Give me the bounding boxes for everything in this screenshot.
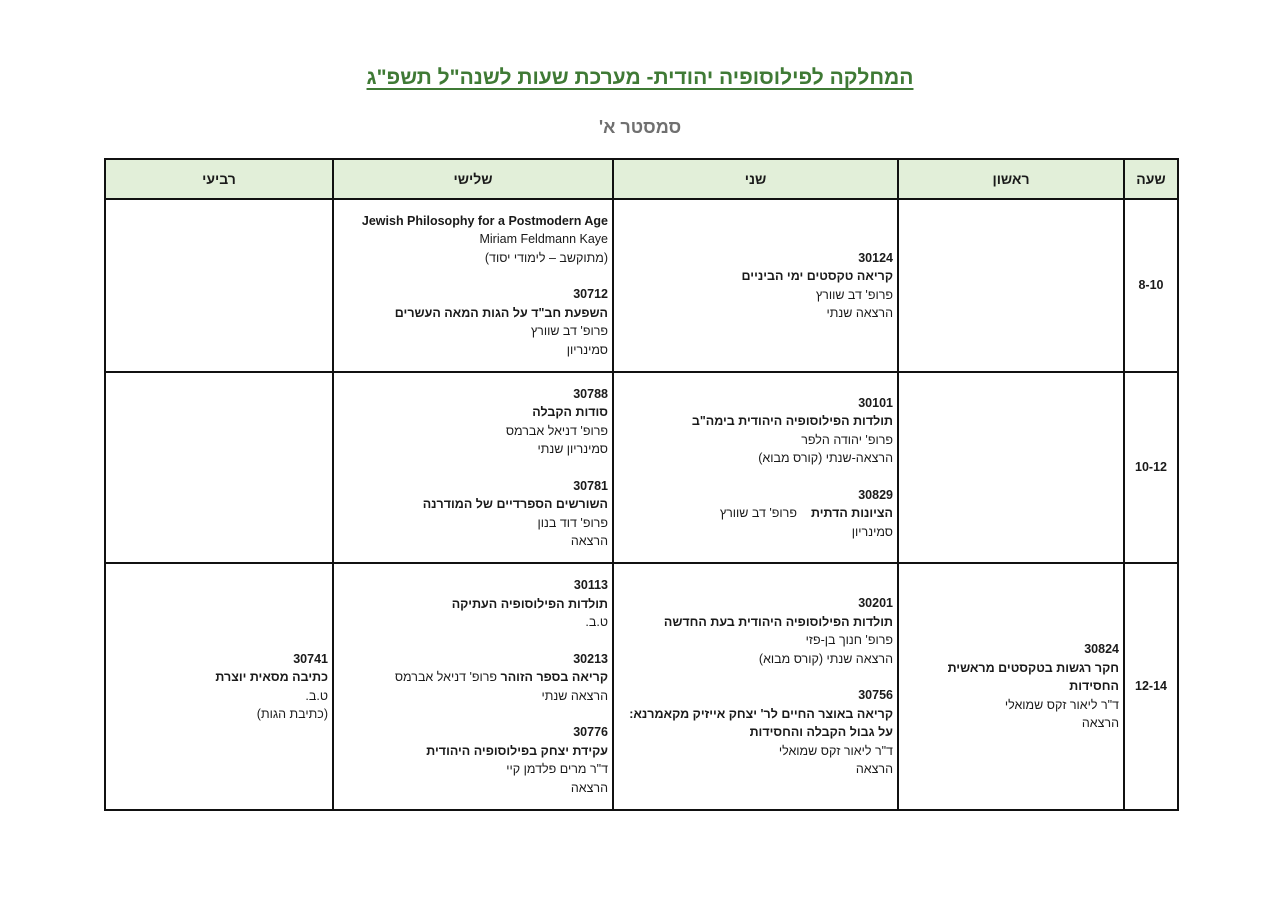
column-header-wednesday: רביעי bbox=[105, 159, 333, 199]
course-lecturer: ט.ב. bbox=[305, 688, 328, 703]
course-code: 30712 bbox=[573, 287, 608, 302]
wednesday-cell bbox=[105, 199, 333, 372]
course-entry bbox=[338, 477, 608, 551]
hour-cell: 10-12 bbox=[1124, 372, 1178, 563]
column-header-monday: שני bbox=[613, 159, 898, 199]
course-lecturer: ד"ר ליאור זקס שמואלי bbox=[778, 743, 893, 758]
course-name: תולדות הפילוסופיה היהודית בעת החדשה bbox=[663, 614, 893, 629]
course-name: תולדות הפילוסופיה העתיקה bbox=[451, 596, 608, 611]
course-code: 30781 bbox=[573, 478, 608, 493]
course-name: השורשים הספרדיים של המודרנה bbox=[422, 497, 608, 511]
monday-cell bbox=[613, 199, 898, 372]
column-header-sunday: ראשון bbox=[898, 159, 1124, 199]
course-entry bbox=[338, 385, 608, 459]
course-code: 30113 bbox=[573, 578, 608, 592]
monday-cell bbox=[613, 372, 898, 563]
tuesday-cell bbox=[333, 372, 613, 563]
tuesday-cell bbox=[333, 563, 613, 810]
course-entry bbox=[338, 650, 608, 706]
course-lecturer: פרופ' דוד בנון bbox=[537, 515, 608, 530]
course-entry bbox=[618, 249, 893, 323]
course-lecturer: Miriam Feldmann Kaye bbox=[479, 232, 608, 247]
course-lecturer: פרופ' דב שוורץ bbox=[530, 324, 608, 339]
sunday-cell bbox=[898, 372, 1124, 563]
course-name: השפעת חב"ד על הגות המאה העשרים bbox=[394, 305, 608, 320]
course-code: 30124 bbox=[858, 250, 893, 265]
course-lecturer: פרופ' דב שוורץ bbox=[719, 506, 797, 521]
course-type: הרצאה-שנתי (קורס מבוא) bbox=[758, 451, 893, 466]
course-code: 30213 bbox=[573, 651, 608, 666]
course-lecturer: פרופ' דניאל אברמס bbox=[394, 670, 498, 684]
course-name: סודות הקבלה bbox=[532, 405, 608, 419]
hour-cell: 12-14 bbox=[1124, 563, 1178, 810]
wednesday-cell bbox=[105, 372, 333, 563]
course-entry bbox=[338, 723, 608, 797]
course-lecturer: ד"ר מרים פלדמן קיי bbox=[506, 762, 608, 776]
column-header-tuesday: שלישי bbox=[333, 159, 613, 199]
course-type: הרצאה bbox=[570, 780, 608, 795]
course-lecturer: פרופ' חנוך בן-פזי bbox=[805, 633, 893, 648]
course-type: סמינריון bbox=[566, 342, 608, 357]
course-lecturer: פרופ' יהודה הלפר bbox=[801, 432, 893, 447]
course-name: כתיבה מסאית יוצרת bbox=[215, 670, 328, 684]
course-type: סמינריון bbox=[851, 524, 893, 539]
course-type: הרצאה שנתי bbox=[826, 306, 893, 320]
semester-subtitle: סמסטר א' bbox=[598, 117, 682, 137]
hour-cell: 8-10 bbox=[1124, 199, 1178, 372]
course-type: הרצאה שנתי bbox=[541, 688, 608, 703]
monday-cell bbox=[613, 563, 898, 810]
course-name: תולדות הפילוסופיה היהודית בימה"ב bbox=[691, 414, 893, 429]
sunday-cell bbox=[898, 563, 1124, 810]
course-code: 30741 bbox=[293, 651, 328, 666]
course-entry bbox=[618, 594, 893, 668]
course-type: סמינריון שנתי bbox=[537, 442, 608, 456]
table-row bbox=[105, 199, 1178, 372]
course-type: הרצאה bbox=[1081, 716, 1119, 731]
course-entry bbox=[338, 212, 608, 268]
tuesday-cell bbox=[333, 199, 613, 372]
table-header-row bbox=[105, 159, 1178, 199]
course-name: חקר רגשות בטקסטים מראשית החסידות bbox=[947, 660, 1119, 694]
course-code: 30824 bbox=[1084, 642, 1119, 657]
sunday-cell bbox=[898, 199, 1124, 372]
course-type: (כתיבת הגות) bbox=[256, 707, 328, 721]
course-entry bbox=[618, 394, 893, 468]
course-entry bbox=[338, 285, 608, 359]
course-type: (מתוקשב – לימודי יסוד) bbox=[484, 250, 608, 265]
course-name: עקידת יצחק בפילוסופיה היהודית bbox=[426, 743, 608, 758]
course-code: 30201 bbox=[858, 596, 893, 611]
course-name: קריאה טקסטים ימי הביניים bbox=[741, 269, 893, 283]
course-entry bbox=[903, 640, 1119, 733]
page-title: המחלקה לפילוסופיה יהודית- מערכת שעות לשנה"ל תשפ"ג bbox=[366, 66, 914, 89]
wednesday-cell bbox=[105, 563, 333, 810]
course-code: 30756 bbox=[858, 688, 893, 703]
course-code: 30101 bbox=[858, 395, 893, 410]
column-header-hour: שעה bbox=[1124, 159, 1178, 199]
course-entry bbox=[338, 576, 608, 632]
course-type: הרצאה שנתי (קורס מבוא) bbox=[758, 651, 893, 666]
course-type: הרצאה bbox=[855, 762, 893, 777]
course-name: Jewish Philosophy for a Postmodern Age bbox=[361, 213, 608, 228]
course-code: 30788 bbox=[573, 386, 608, 401]
table-row bbox=[105, 563, 1178, 810]
course-name: הציונות הדתית bbox=[810, 506, 893, 521]
course-name: קריאה באוצר החיים לר' יצחק אייזיק מקאמרנא: על גבול הקבלה והחסידות bbox=[629, 706, 893, 740]
course-entry bbox=[110, 650, 328, 724]
course-lecturer: ד"ר ליאור זקס שמואלי bbox=[1004, 697, 1119, 712]
course-type: הרצאה bbox=[570, 534, 608, 548]
course-lecturer: ט.ב. bbox=[585, 615, 608, 629]
course-entry bbox=[618, 686, 893, 779]
course-lecturer: פרופ' דניאל אברמס bbox=[505, 423, 608, 438]
schedule-table bbox=[104, 158, 1179, 811]
table-row bbox=[105, 372, 1178, 563]
course-code: 30829 bbox=[858, 487, 893, 502]
course-name: קריאה בספר הזוהר bbox=[500, 670, 608, 684]
course-entry bbox=[618, 486, 893, 542]
course-lecturer: פרופ' דב שוורץ bbox=[815, 287, 893, 302]
course-code: 30776 bbox=[573, 725, 608, 739]
